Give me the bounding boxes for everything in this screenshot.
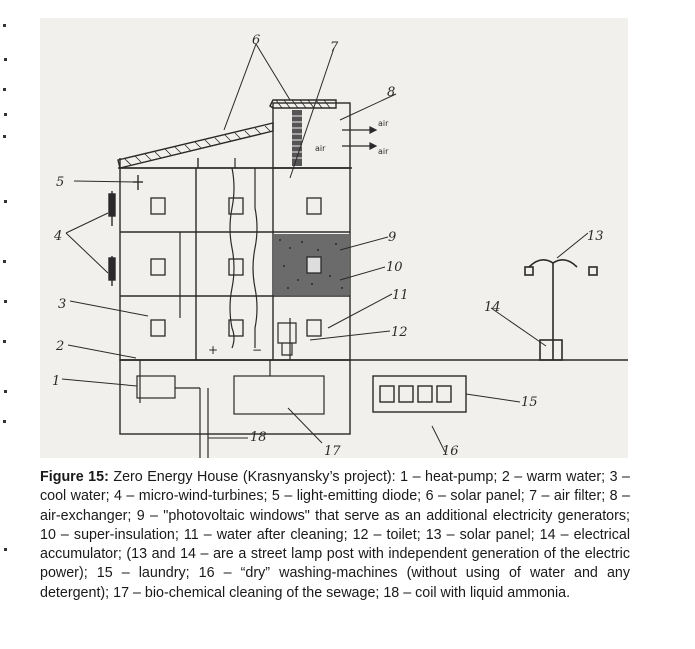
air-label-3: air (315, 144, 326, 153)
street-lamp (525, 260, 597, 360)
air-label-2: air (378, 147, 389, 156)
minus-symbol: − (252, 343, 263, 357)
label-10: 10 (386, 260, 403, 275)
label-14: 14 (484, 300, 501, 315)
air-label-1: air (378, 119, 389, 128)
toilet (278, 323, 296, 355)
label-9: 9 (388, 230, 397, 245)
label-1: 1 (52, 374, 61, 389)
label-11: 11 (392, 288, 409, 303)
label-7: 7 (330, 40, 339, 55)
caption-text: Zero Energy House (Krasnyansky’s project): 1 – heat-pump; 2 – warm water; 3 – cool water; 4 – micro-wind-turbines; 5 – light-emitting diode; 6 – solar panel; 7 – air filter; 8 – air-exchanger; 9 – "photovoltaic windows" that serve as an additional electricity generators; 10 – super-insulation; 11 – water after cleaning; 12 – toilet; 13 – solar panel; 14 – electrical accumulator; (13 and 14 – are a street lamp post with independent generation of the electric power); 15 – laundry; 16 – “dry” washing-machines (without using of water and any detergent); 17 – bio-chemical cleaning of the sewage; 18 – coil with liquid ammonia. (40, 469, 630, 601)
house-diagram (40, 18, 628, 458)
laundry (373, 376, 466, 412)
label-18: 18 (250, 430, 267, 445)
label-12: 12 (391, 325, 408, 340)
caption-label: Figure 15: (40, 469, 109, 485)
label-17: 17 (324, 444, 341, 458)
label-8: 8 (387, 85, 396, 100)
led (133, 175, 143, 190)
left-margin-marks (0, 0, 40, 649)
label-5: 5 (56, 175, 65, 190)
label-15: 15 (521, 395, 538, 410)
label-16: 16 (442, 444, 459, 458)
basement (120, 360, 350, 434)
label-4: 4 (54, 229, 63, 244)
figure-caption (40, 468, 630, 603)
label-2: 2 (56, 339, 65, 354)
photovoltaic-window (307, 257, 321, 273)
plus-symbol: + (208, 343, 219, 357)
wind-turbines (109, 191, 115, 286)
label-13: 13 (587, 229, 604, 244)
solar-panel-left (118, 123, 273, 168)
label-6: 6 (252, 33, 261, 48)
label-3: 3 (58, 297, 67, 312)
